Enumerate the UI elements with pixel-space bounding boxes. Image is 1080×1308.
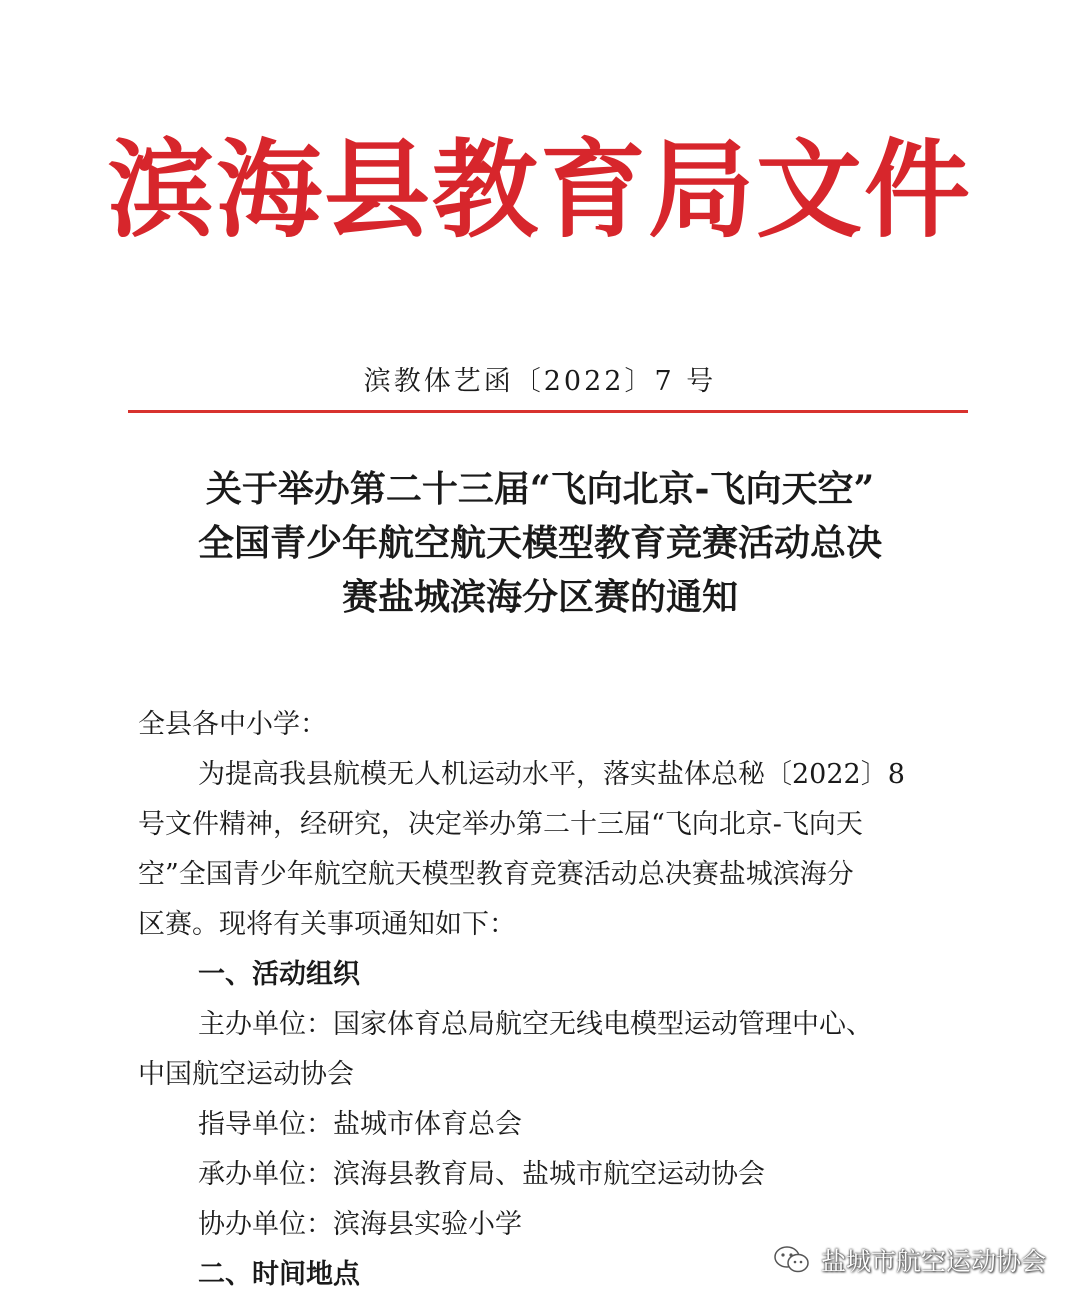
- organizer-line: 中国航空运动协会: [138, 1059, 354, 1090]
- section-heading-time-place: 二、时间地点: [198, 1259, 360, 1290]
- co-host-unit: 协办单位：滨海县实验小学: [198, 1209, 522, 1240]
- intro-paragraph-line: 区赛。现将有关事项通知如下：: [138, 909, 516, 940]
- document-number: 滨教体艺函〔2022〕7 号: [363, 366, 717, 397]
- section-heading-organization: 一、活动组织: [198, 959, 360, 990]
- wechat-icon: [773, 1244, 811, 1276]
- guide-unit: 指导单位：盐城市体育总会: [198, 1109, 522, 1140]
- title-line: 全国青少年航空航天模型教育竞赛活动总决: [197, 522, 882, 564]
- organizer-line: 主办单位：国家体育总局航空无线电模型运动管理中心、: [198, 1009, 873, 1040]
- intro-paragraph-line: 空”全国青少年航空航天模型教育竞赛活动总决赛盐城滨海分: [138, 859, 854, 890]
- red-divider: [128, 410, 968, 413]
- wechat-watermark: [773, 1238, 1046, 1282]
- title-line: 赛盐城滨海分区赛的通知: [341, 576, 738, 618]
- salutation: 全县各中小学：: [138, 709, 327, 740]
- title-line: 关于举办第二十三届“飞向北京-飞向天空”: [205, 468, 875, 510]
- intro-paragraph-line: 号文件精神，经研究，决定举办第二十三届“飞向北京-飞向天: [138, 809, 863, 840]
- host-unit: 承办单位：滨海县教育局、盐城市航空运动协会: [198, 1159, 765, 1190]
- watermark-text: 盐城市航空运动协会: [820, 1247, 1046, 1276]
- notice-title: [60, 462, 1020, 624]
- document-body: [138, 700, 978, 1300]
- masthead-title: 滨海县教育局文件: [108, 127, 972, 252]
- intro-paragraph-line: 为提高我县航模无人机运动水平，落实盐体总秘〔2022〕8: [198, 759, 905, 790]
